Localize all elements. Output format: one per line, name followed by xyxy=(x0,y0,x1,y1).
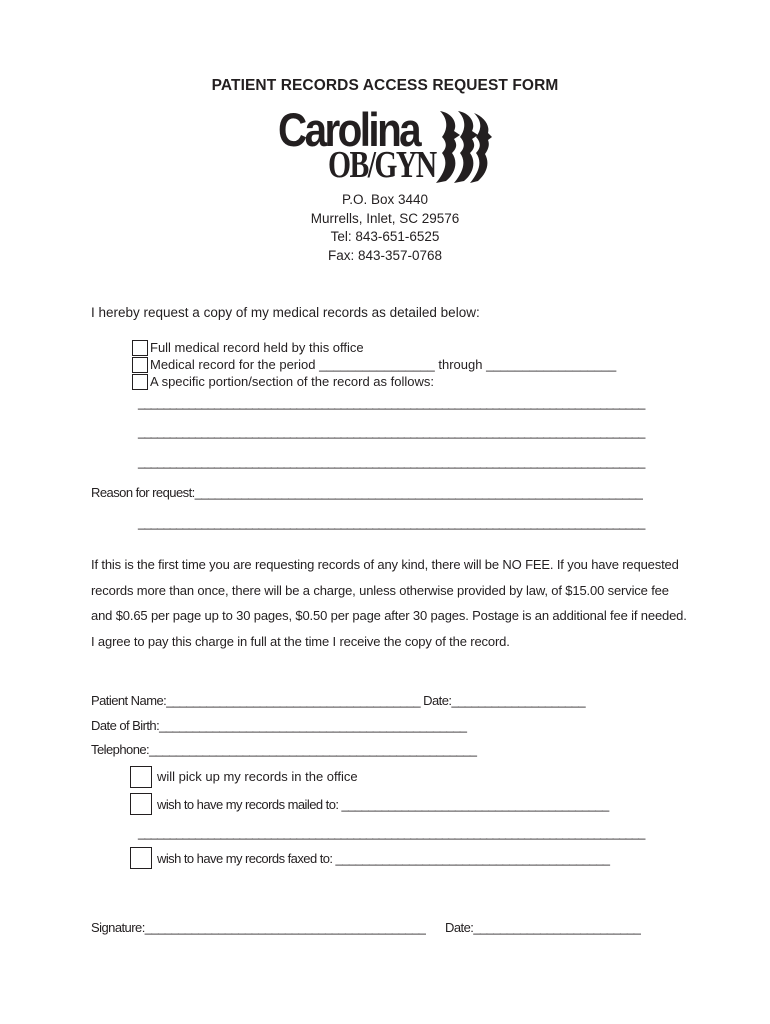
portion-record-label: A specific portion/section of the record as follows: xyxy=(150,374,434,389)
face-profiles-icon xyxy=(434,109,492,185)
period-record-label: Medical record for the period ________________ through __________________ xyxy=(150,357,617,372)
address-city: Murrells, Inlet, SC 29576 xyxy=(310,211,460,226)
address-tel: Tel: 843-651-6525 xyxy=(330,229,440,244)
portion-line-1[interactable]: ________________________________________________________________________________ xyxy=(138,395,645,410)
form-title: PATIENT RECORDS ACCESS REQUEST FORM xyxy=(211,77,559,94)
portion-record-checkbox[interactable] xyxy=(132,374,148,390)
signature-date-field[interactable]: Date:_________________________ xyxy=(445,920,641,935)
mail-address-line-2[interactable]: ________________________________________________________________________________ xyxy=(138,825,645,840)
period-record-checkbox[interactable] xyxy=(132,357,148,373)
fee-paragraph-line-4: I agree to pay this charge in full at the time I receive the copy of the record. xyxy=(91,634,510,649)
fax-number-field[interactable]: wish to have my records faxed to: _________________________________________ xyxy=(157,851,610,866)
reason-line-2[interactable]: ________________________________________________________________________________ xyxy=(138,515,645,530)
full-record-checkbox[interactable] xyxy=(132,340,148,356)
fee-paragraph-line-1: If this is the first time you are requesting records of any kind, there will be NO FEE. If you have requested xyxy=(91,557,679,572)
request-intro: I hereby request a copy of my medical records as detailed below: xyxy=(91,305,480,320)
telephone-field[interactable]: Telephone:_________________________________________________ xyxy=(91,742,477,757)
patient-name-field[interactable]: Patient Name:______________________________________ Date:____________________ xyxy=(91,693,586,708)
pickup-checkbox[interactable] xyxy=(130,766,152,788)
date-of-birth-field[interactable]: Date of Birth:______________________________________________ xyxy=(91,718,467,733)
address-fax: Fax: 843-357-0768 xyxy=(327,248,443,263)
fax-checkbox[interactable] xyxy=(130,847,152,869)
portion-line-3[interactable]: ________________________________________________________________________________ xyxy=(138,454,645,469)
carolina-obgyn-logo xyxy=(278,105,492,187)
portion-line-2[interactable]: ________________________________________________________________________________ xyxy=(138,424,645,439)
reason-field[interactable]: Reason for request:___________________________________________________________________ xyxy=(91,485,643,500)
mail-checkbox[interactable] xyxy=(130,793,152,815)
fee-paragraph-line-3: and $0.65 per page up to 30 pages, $0.50 per page after 30 pages. Postage is an additional fee if needed. xyxy=(91,608,687,623)
logo-wordmark: Carolina xyxy=(278,103,420,156)
signature-field[interactable]: Signature:__________________________________________ xyxy=(91,920,426,935)
fee-paragraph-line-2: records more than once, there will be a charge, unless otherwise provided by law, of $15.00 service fee xyxy=(91,583,669,598)
full-record-label: Full medical record held by this office xyxy=(150,340,364,355)
pickup-label: will pick up my records in the office xyxy=(157,769,358,784)
mail-address-field[interactable]: wish to have my records mailed to: ________________________________________ xyxy=(157,797,609,812)
logo-subtitle: OB/GYN xyxy=(328,144,436,186)
address-po-box: P.O. Box 3440 xyxy=(341,192,429,207)
